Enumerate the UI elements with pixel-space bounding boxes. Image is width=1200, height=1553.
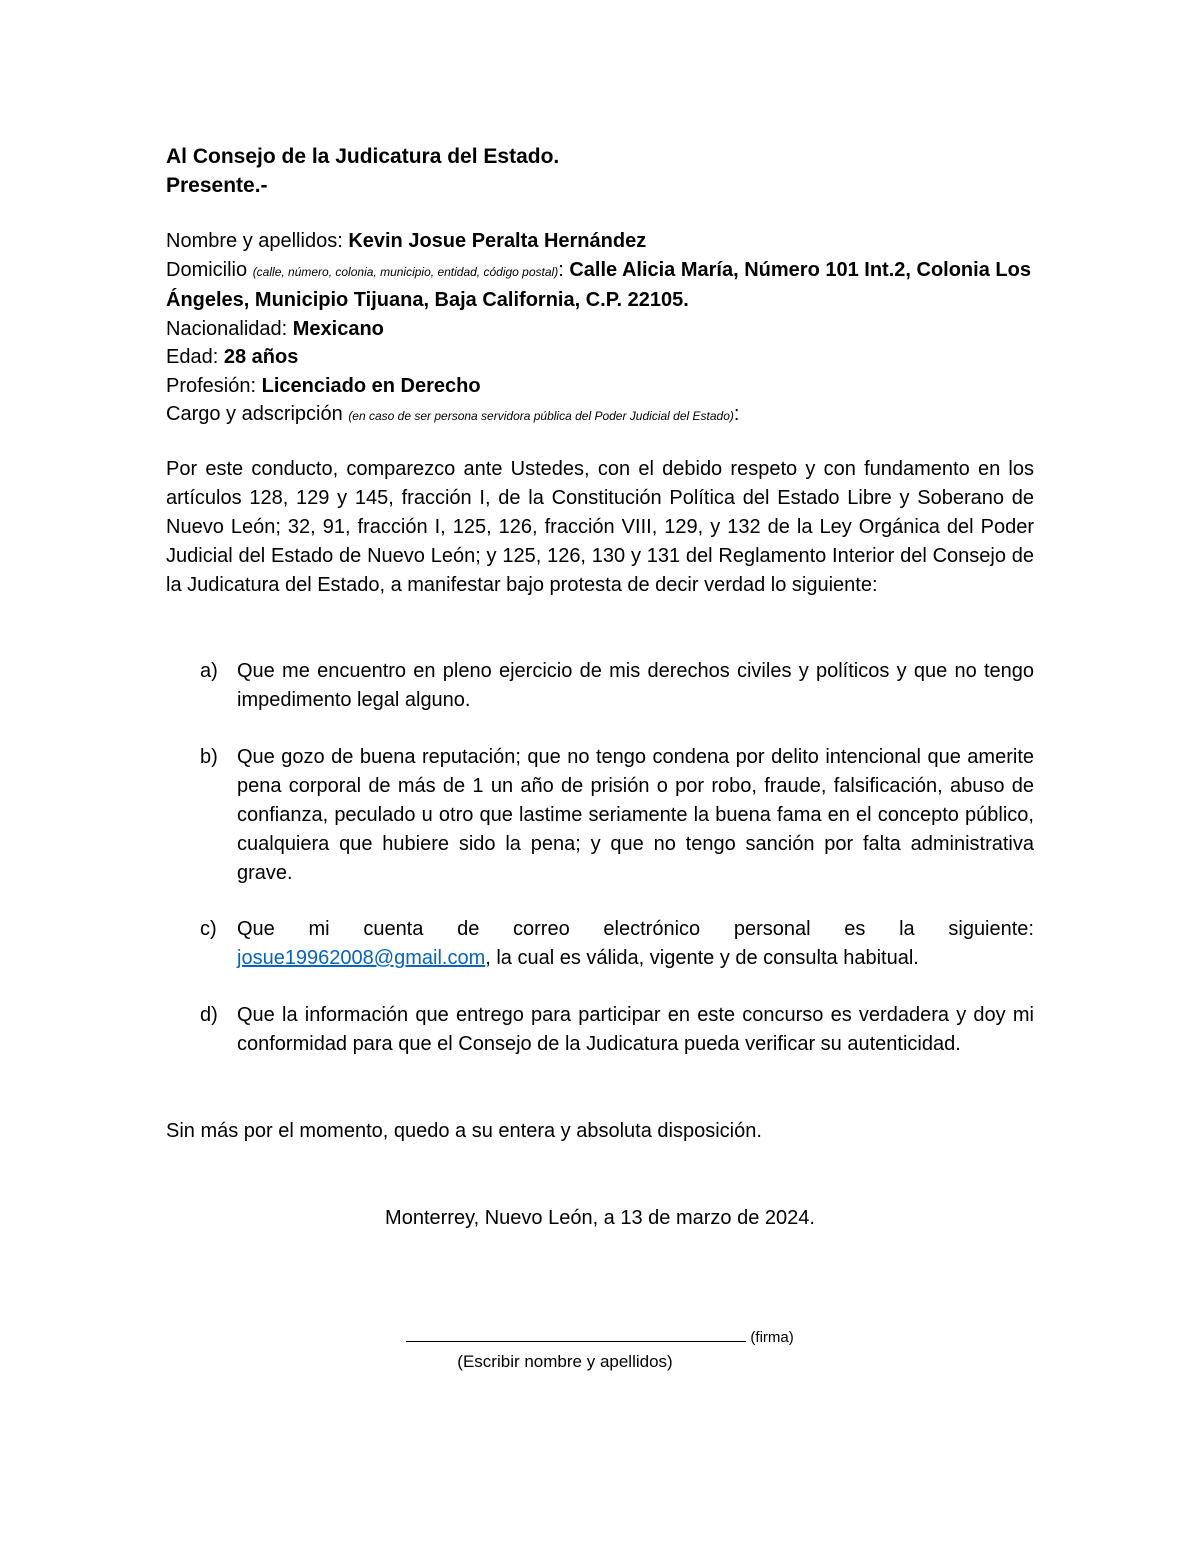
nacionalidad-label: Nacionalidad: (166, 317, 293, 340)
firma-label: (firma) (750, 1329, 794, 1346)
profesion-value: Licenciado en Derecho (261, 374, 481, 397)
list-item-label: b) (200, 746, 218, 768)
domicilio-note: (calle, número, colonia, municipio, entidad, código postal) (252, 264, 559, 279)
list-item-d (166, 1001, 1034, 1059)
list-item-label: d) (200, 1004, 218, 1026)
list-item-label: c) (200, 918, 217, 940)
email-outro: , la cual es válida, vigente y de consulta habitual. (485, 947, 919, 969)
field-edad (166, 343, 1034, 372)
profesion-label: Profesión: (166, 374, 262, 397)
domicilio-value: Calle Alicia María, Número 101 Int.2, Colonia Los Ángeles, Municipio Tijuana, Baja California, C.P. 22105. (166, 258, 1031, 311)
list-item-label: a) (200, 660, 218, 682)
email-intro: Que mi cuenta de correo electrónico personal es la siguiente: (237, 918, 1034, 940)
signature-row (166, 1325, 1034, 1349)
list-item-text: Que gozo de buena reputación; que no tengo condena por delito intencional que amerite pena corporal de más de 1 un año de prisión o por robo, fraude, falsificación, abuso de confianza, peculado u otro que lastime seriamente la buena fama en el concepto público, cualquiera que hubiere sido la pena; y que no tengo sanción por falta administrativa grave. (237, 746, 1034, 884)
list-item-a (166, 657, 1034, 715)
field-profesion (166, 372, 1034, 401)
list-item-text: Que me encuentro en pleno ejercicio de mis derechos civiles y políticos y que no tengo impedimento legal alguno. (237, 660, 1034, 711)
cargo-colon: : (733, 403, 740, 425)
field-nacionalidad (166, 315, 1034, 344)
nombre-label: Nombre y apellidos: (166, 230, 349, 252)
list-item-b (166, 743, 1034, 888)
salutation: Presente.- (166, 174, 268, 197)
cargo-label: Cargo y adscripción (166, 403, 349, 425)
field-nombre (166, 227, 1034, 256)
list-item-text: Que la información que entrego para participar en este concurso es verdadera y doy mi conformidad para que el Consejo de la Judicatura pueda verificar su autenticidad. (237, 1004, 1034, 1055)
nacionalidad-value: Mexicano (292, 317, 384, 340)
list-item-text (237, 915, 1034, 973)
name-hint: (Escribir nombre y apellidos) (457, 1352, 673, 1371)
personal-data (166, 227, 1034, 431)
email-link[interactable]: josue19962008@gmail.com (237, 947, 486, 969)
list-item-c (166, 915, 1034, 973)
intro-paragraph: Por este conducto, comparezco ante Ustedes, con el debido respeto y con fundamento en los artículos 128, 129 y 145, fracción I, de la Constitución Política del Estado Libre y Soberano de Nuevo León; 32, 91, fracción I, 125, 126, fracción VIII, 129, y 132 de la Ley Orgánica del Poder Judicial del Estado de Nuevo León; y 125, 126, 130 y 131 del Reglamento Interior del Consejo de la Judicatura del Estado, a manifestar bajo protesta de decir verdad lo siguiente: (166, 458, 1034, 596)
cargo-note: (en caso de ser persona servidora pública del Poder Judicial del Estado) (348, 409, 734, 423)
domicilio-colon: : (558, 258, 570, 281)
closing-paragraph: Sin más por el momento, quedo a su entera y absoluta disposición. (166, 1120, 762, 1142)
place-date: Monterrey, Nuevo León, a 13 de marzo de 2024. (385, 1207, 815, 1229)
edad-value: 28 años (223, 346, 299, 368)
addressee: Al Consejo de la Judicatura del Estado. (166, 145, 560, 168)
signature-line (406, 1325, 746, 1342)
field-cargo (166, 400, 1034, 431)
nombre-value: Kevin Josue Peralta Hernández (348, 230, 647, 252)
letter-header (166, 142, 1034, 200)
field-domicilio (166, 256, 1034, 315)
signature-block (166, 1325, 1034, 1373)
domicilio-label: Domicilio (166, 258, 253, 281)
edad-label: Edad: (166, 346, 224, 368)
